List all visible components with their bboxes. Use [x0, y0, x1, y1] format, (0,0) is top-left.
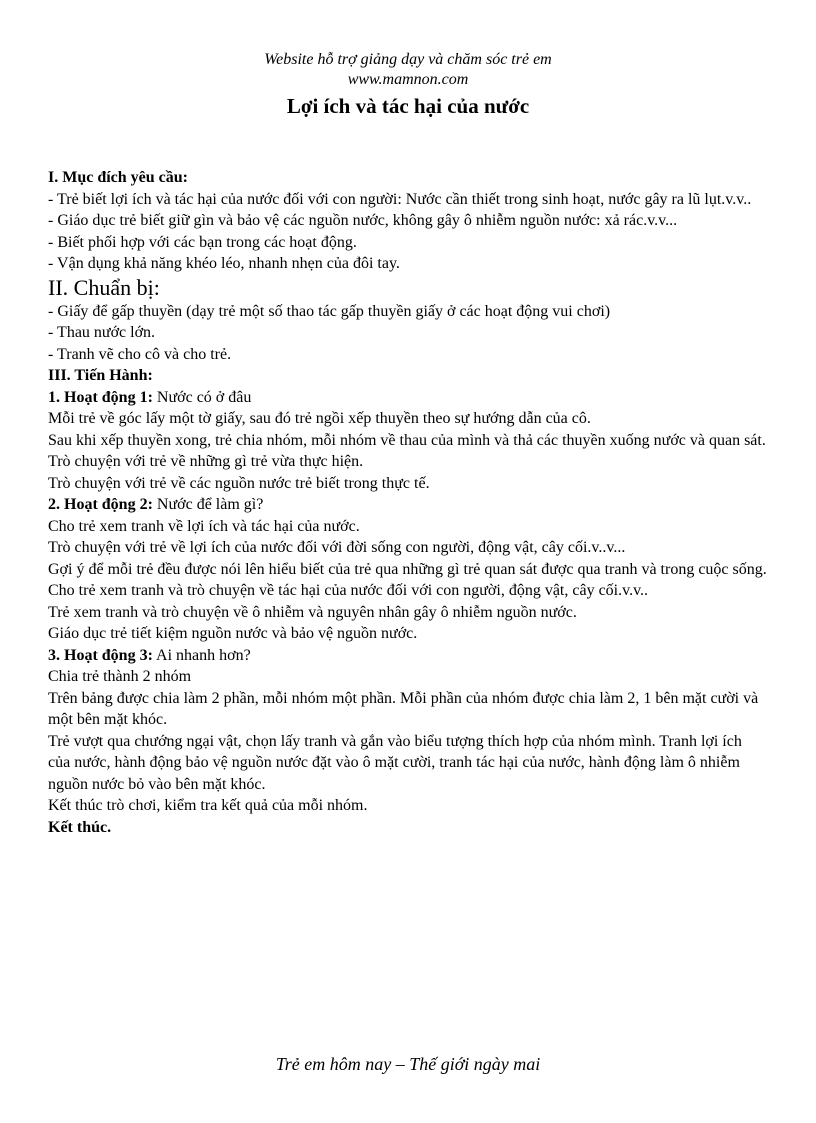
page-header	[0, 50, 816, 119]
activity-3-label: 3. Hoạt động 3:	[48, 646, 153, 664]
site-url: www.mamnon.com	[347, 71, 469, 88]
activity-1-heading	[48, 387, 768, 409]
activity-2-paragraph: Gợi ý để mỗi trẻ đều được nói lên hiểu biết của trẻ qua những gì trẻ quan sát được qua tranh và trong cuộc sống.	[48, 560, 767, 578]
section-2-item: - Tranh vẽ cho cô và cho trẻ.	[48, 345, 232, 363]
activity-1-title: Nước có ở đâu	[152, 388, 252, 406]
page-title: Lợi ích và tác hại của nước	[286, 94, 530, 118]
activity-2-paragraph: Trẻ xem tranh và trò chuyện về ô nhiễm và nguyên nhân gây ô nhiễm nguồn nước.	[48, 603, 577, 621]
activity-3-title: Ai nhanh hơn?	[152, 646, 251, 664]
activity-2-paragraph: Cho trẻ xem tranh về lợi ích và tác hại của nước.	[48, 517, 360, 535]
activity-3-heading	[48, 645, 768, 667]
activity-2-paragraph: Giáo dục trẻ tiết kiệm nguồn nước và bảo vệ nguồn nước.	[48, 625, 418, 642]
activity-2-label: 2. Hoạt động 2:	[48, 496, 153, 513]
activity-3-paragraph: Trẻ vượt qua chướng ngại vật, chọn lấy tranh và gắn vào biểu tượng thích hợp của nhóm mình. Tranh lợi ích của nước, hành động bảo vệ nguồn nước đặt vào ô mặt cười, tranh tác hại của nước, hành động làm ô nhiễm nguồn nước bỏ vào bên mặt khóc.	[48, 732, 742, 793]
closing-line: Kết thúc.	[48, 818, 112, 836]
section-3-heading: III. Tiến Hành:	[48, 367, 153, 384]
section-2-item: - Thau nước lớn.	[48, 324, 156, 341]
activity-1-label: 1. Hoạt động 1:	[48, 388, 153, 406]
section-1-item: - Biết phối hợp với các bạn trong các hoạt động.	[48, 233, 357, 251]
activity-2-paragraph: Trò chuyện với trẻ về lợi ích của nước đối với đời sống con người, động vật, cây cối.v..v...	[48, 539, 626, 556]
document-body	[48, 167, 768, 838]
site-description: Website hỗ trợ giảng dạy và chăm sóc trẻ em	[264, 51, 552, 68]
section-1-item: - Vận dụng khả năng khéo léo, nhanh nhẹn của đôi tay.	[48, 255, 400, 272]
section-1-heading: I. Mục đích yêu cầu:	[48, 169, 188, 186]
activity-2-title: Nước để làm gì?	[152, 496, 264, 513]
section-2-item: - Giấy để gấp thuyền (dạy trẻ một số thao tác gấp thuyền giấy ở các hoạt động vui chơi)	[48, 302, 611, 320]
activity-3-paragraph: Trên bảng được chia làm 2 phần, mỗi nhóm một phần. Mỗi phần của nhóm được chia làm 2, 1 bên mặt cười và một bên mặt khóc.	[48, 689, 759, 728]
activity-3-paragraph: Kết thúc trò chơi, kiểm tra kết quả của mỗi nhóm.	[48, 797, 368, 814]
activity-3-paragraph: Chia trẻ thành 2 nhóm	[48, 668, 192, 685]
page-footer-slogan: Trẻ em hôm nay – Thế giới ngày mai	[275, 1054, 541, 1074]
section-1-item: - Giáo dục trẻ biết giữ gìn và bảo vệ các nguồn nước, không gây ô nhiễm nguồn nước: xả rác.v.v...	[48, 212, 678, 229]
activity-1-paragraph: Trò chuyện với trẻ về những gì trẻ vừa thực hiện.	[48, 453, 364, 470]
activity-1-paragraph: Trò chuyện với trẻ về các nguồn nước trẻ biết trong thực tế.	[48, 474, 430, 492]
section-1-item: - Trẻ biết lợi ích và tác hại của nước đối với con người: Nước cần thiết trong sinh hoạt, nước gây ra lũ lụt.v.v..	[48, 190, 752, 208]
section-2-heading: II. Chuẩn bị:	[48, 274, 160, 300]
activity-1-paragraph: Mỗi trẻ về góc lấy một tờ giấy, sau đó trẻ ngồi xếp thuyền theo sự hướng dẫn của cô.	[48, 410, 591, 427]
activity-2-heading	[48, 494, 768, 516]
activity-1-paragraph: Sau khi xếp thuyền xong, trẻ chia nhóm, mỗi nhóm về thau của mình và thả các thuyền xuống nước và quan sát.	[48, 431, 766, 449]
activity-2-paragraph: Cho trẻ xem tranh và trò chuyện về tác hại của nước đối với con người, động vật, cây cối.v.v..	[48, 582, 649, 599]
